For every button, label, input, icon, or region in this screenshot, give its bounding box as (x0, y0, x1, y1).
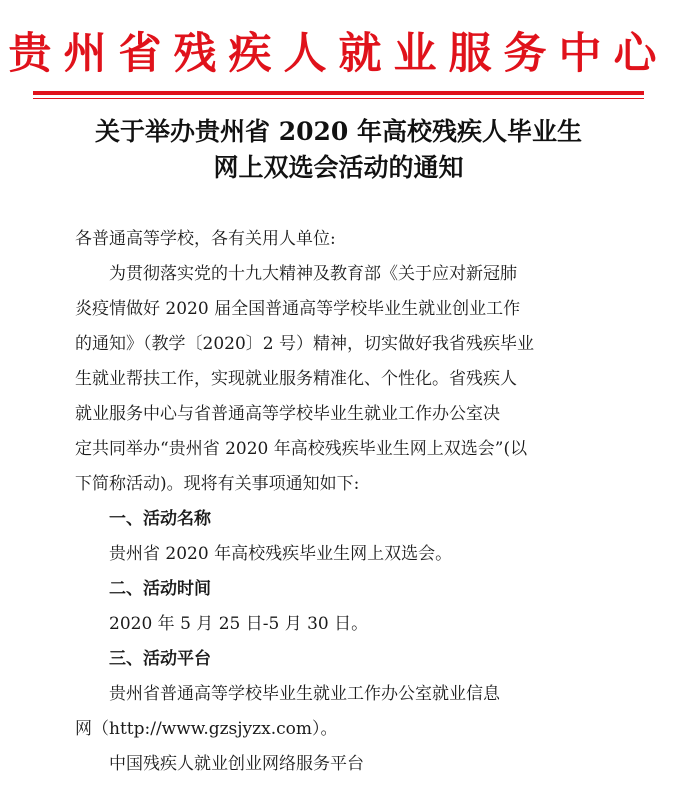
section-content-platform2: 中国残疾人就业创业网络服务平台 (109, 754, 364, 774)
intro-line: 生就业帮扶工作，实现就业服务精准化、个性化。省残疾人 (75, 369, 517, 389)
section-content-name: 贵州省 2020 年高校残疾毕业生网上双选会。 (109, 544, 453, 564)
document-body (75, 222, 595, 782)
organization-header: 贵州省残疾人就业服务中心 (8, 29, 669, 79)
section-heading-time: 二、活动时间 (109, 579, 211, 599)
intro-line: 定共同举办“贵州省 2020 年高校残疾毕业生网上双选会”(以 (75, 439, 528, 459)
intro-line: 就业服务中心与省普通高等学校毕业生就业工作办公室决 (75, 404, 500, 424)
document-title (0, 114, 677, 186)
header-rule-thick (33, 91, 644, 95)
section-heading-name: 一、活动名称 (109, 509, 211, 529)
intro-line: 炎疫情做好 2020 届全国普通高等学校毕业生就业创业工作 (75, 299, 521, 319)
title-line-2: 网上双选会活动的通知 (213, 153, 464, 182)
intro-line: 的通知》（教学〔2020〕2 号）精神，切实做好我省残疾毕业 (75, 334, 534, 354)
intro-line: 为贯彻落实党的十九大精神及教育部《关于应对新冠肺 (109, 264, 517, 284)
section-content-platform-line1: 贵州省普通高等学校毕业生就业工作办公室就业信息 (109, 684, 500, 704)
header-rule-thin (33, 98, 644, 99)
title-line-1: 关于举办贵州省 2020 年高校残疾人毕业生 (95, 117, 582, 146)
section-content-time: 2020 年 5 月 25 日-5 月 30 日。 (109, 614, 369, 634)
section-heading-platform: 三、活动平台 (109, 649, 211, 669)
salutation: 各普通高等学校，各有关用人单位: (75, 229, 336, 249)
intro-paragraph (75, 257, 595, 502)
section-content-platform-line2: 网（http://www.gzsjyzx.com）。 (75, 719, 338, 739)
intro-line: 下简称活动)。现将有关事项通知如下: (75, 474, 360, 494)
